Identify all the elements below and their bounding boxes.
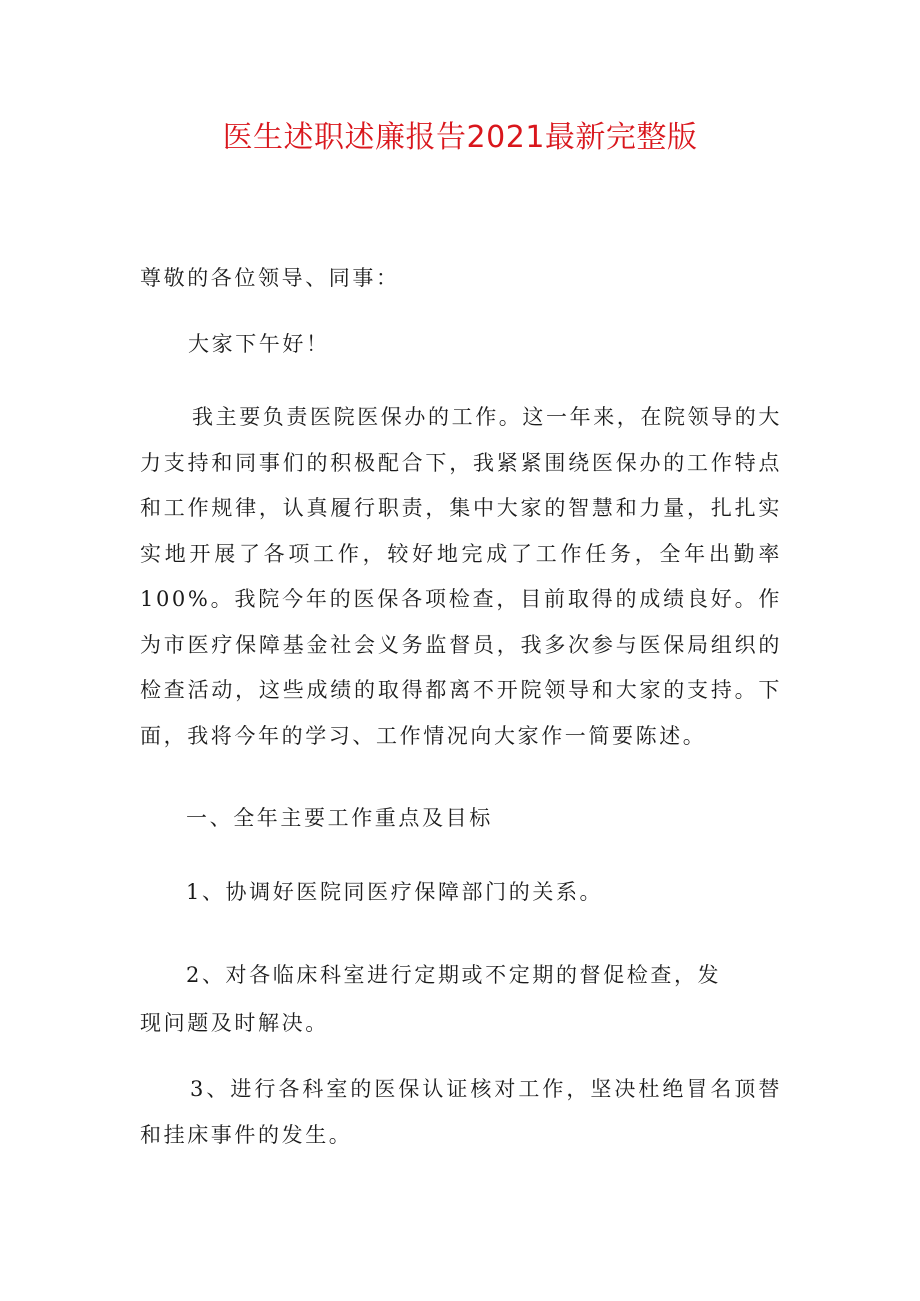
document-title: 医生述职述廉报告2021最新完整版 xyxy=(222,120,698,155)
paragraph-intro: 我主要负责医院医保办的工作。这一年来，在院领导的大力支持和同事们的积极配合下，我紧紧围绕医保办的工作特点和工作规律，认真履行职责，集中大家的智慧和力量，扎扎实实地开展了各项工作，较好地完成了工作任务，全年出勤率100%。我院今年的医保各项检查，目前取得的成绩良好。作为市医疗保障基金社会义务监督员，我多次参与医保局组织的检查活动，这些成绩的取得都离不开院领导和大家的支持。下面，我将今年的学习、工作情况向大家作一简要陈述。 xyxy=(140,405,782,748)
list-item-2 xyxy=(140,951,782,1047)
list-item-2-line-2: 现问题及时解决。 xyxy=(140,1011,329,1035)
list-item-2-line-1: 2、对各临床科室进行定期或不定期的督促检查，发 xyxy=(186,963,722,987)
list-item-1: 1、协调好医院同医疗保障部门的关系。 xyxy=(186,880,604,904)
section-heading-1: 一、全年主要工作重点及目标 xyxy=(186,806,493,830)
salutation: 尊敬的各位领导、同事： xyxy=(140,266,400,290)
greeting: 大家下午好！ xyxy=(188,332,330,356)
list-item-3: 3、进行各科室的医保认证核对工作，坚决杜绝冒名顶替和挂床事件的发生。 xyxy=(140,1077,782,1147)
